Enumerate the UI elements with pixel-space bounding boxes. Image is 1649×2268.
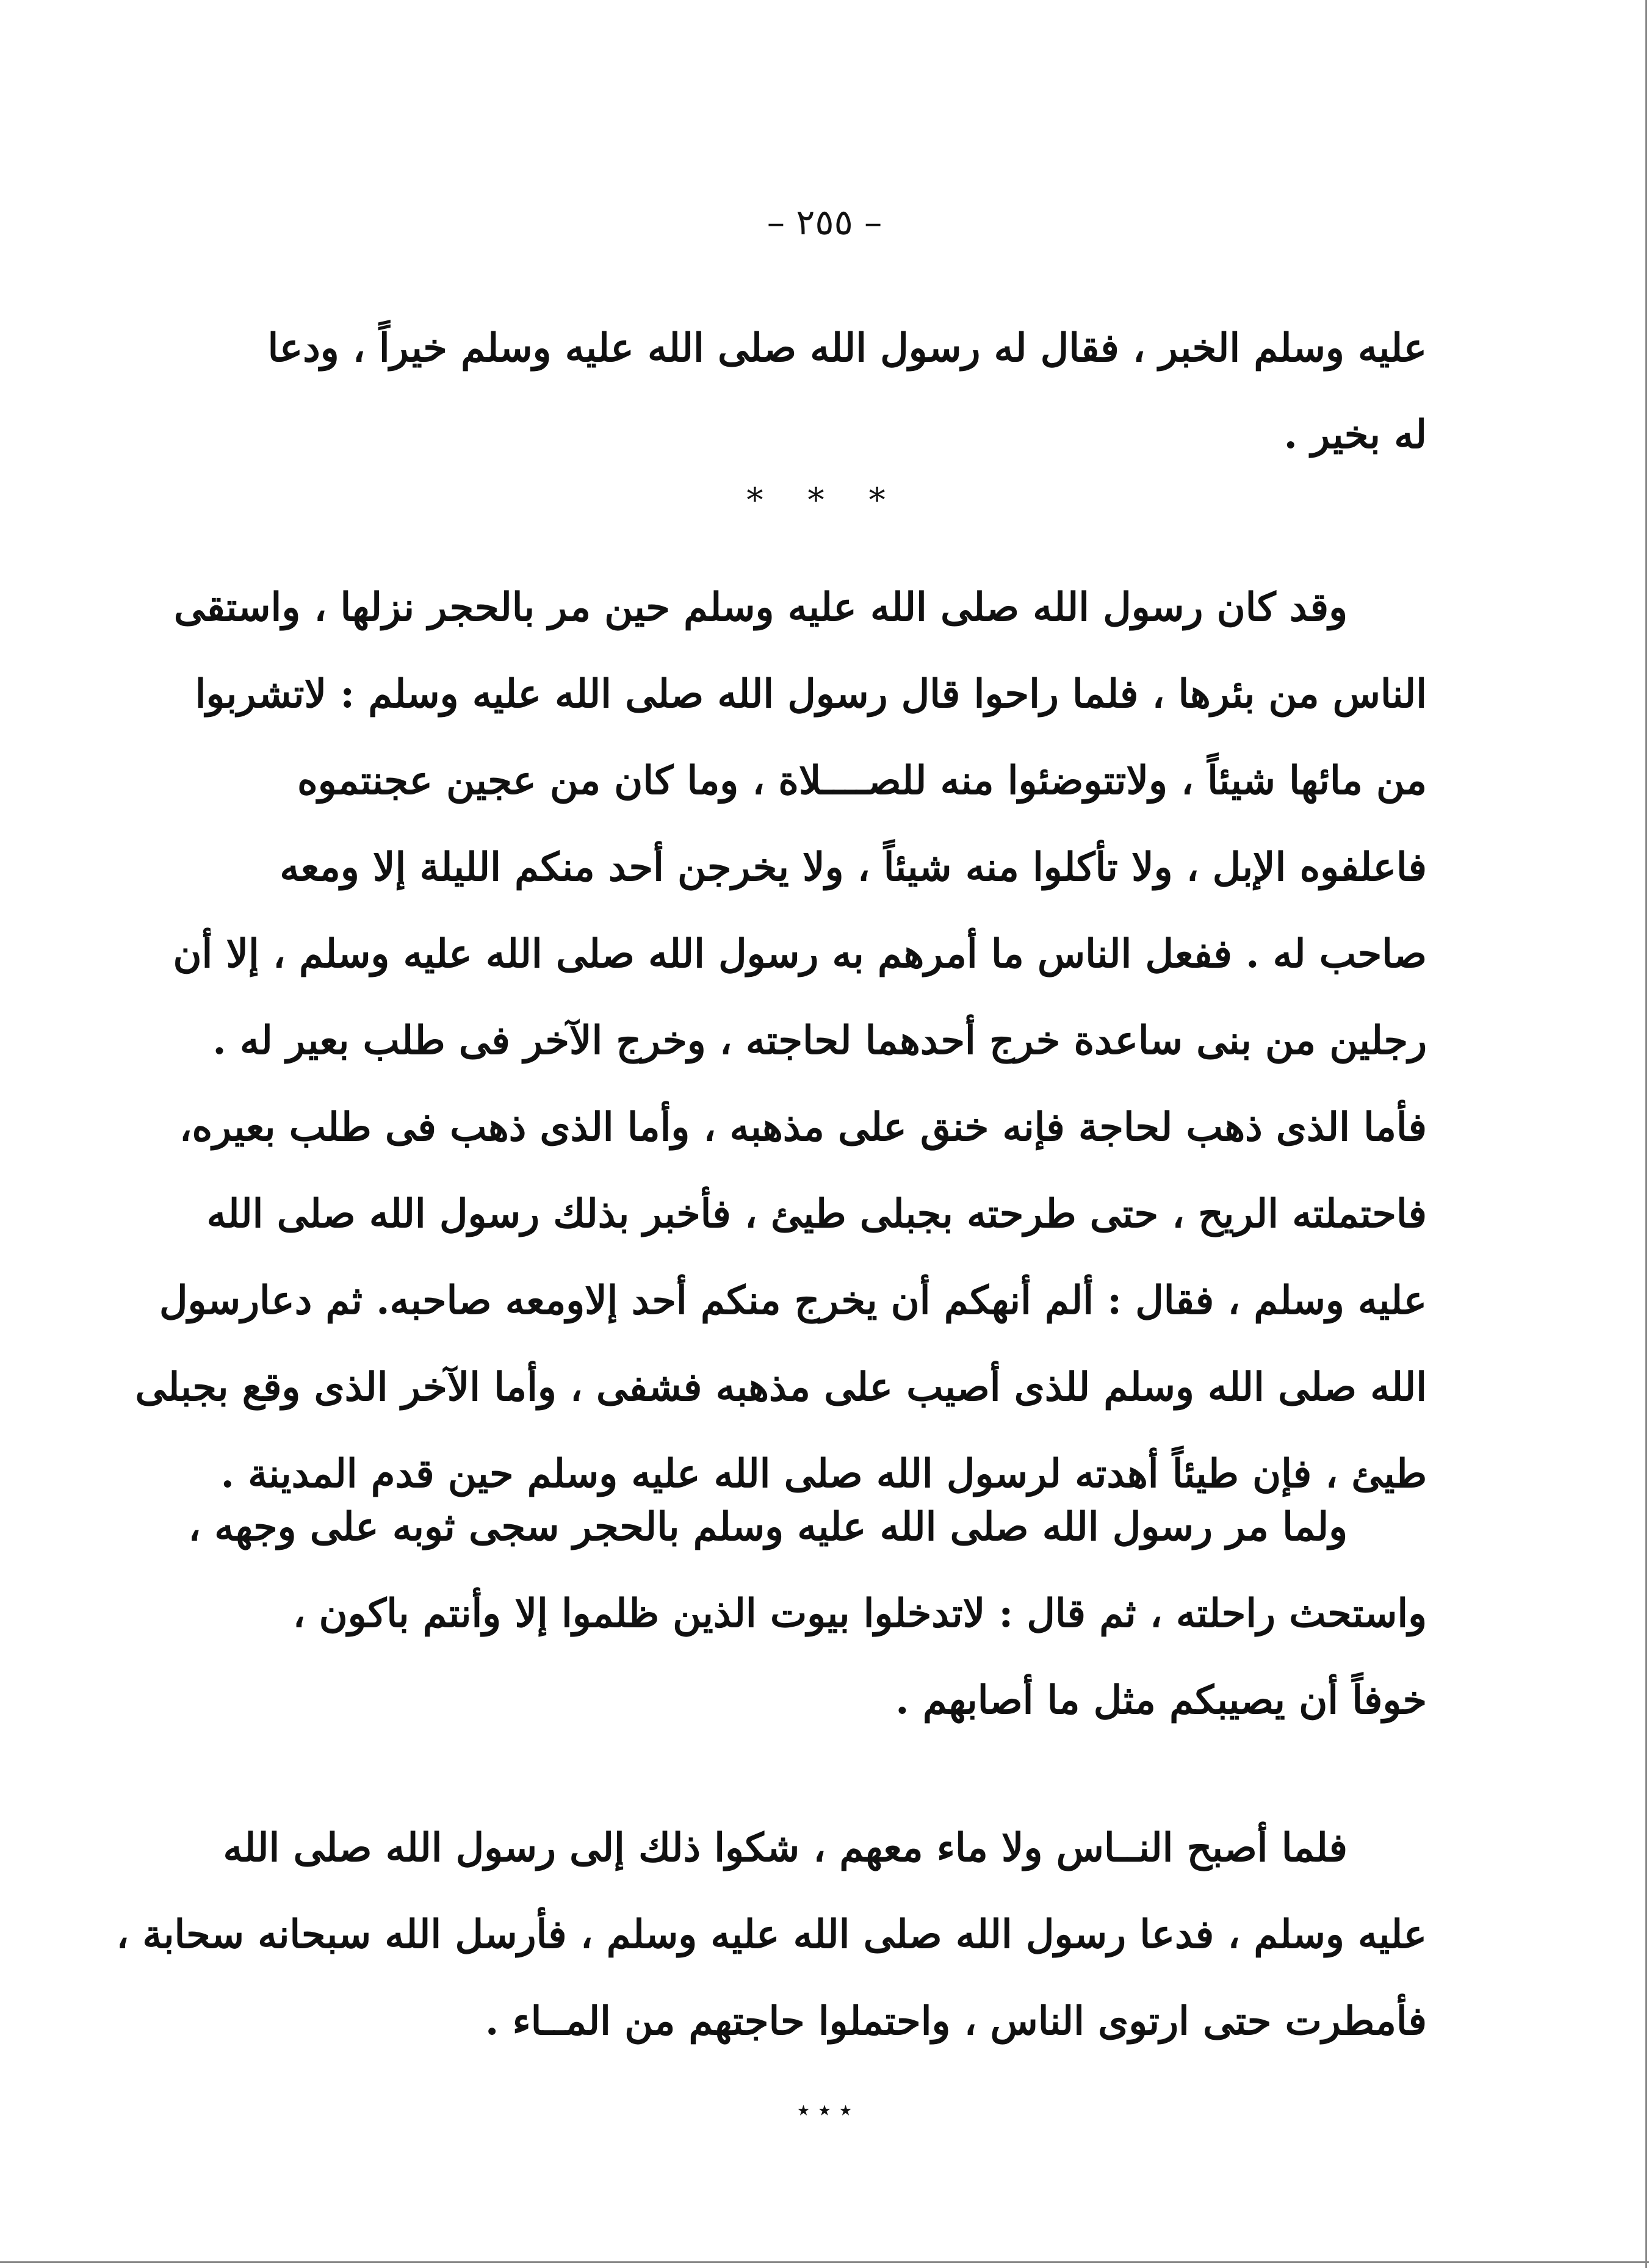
text-line: عليه وسلم الخبر ، فقال له رسول الله صلى الله عليه وسلم خيراً ، ودعا (267, 325, 1427, 371)
scan-edge-right (1645, 0, 1647, 2268)
text-line: ولما مر رسول الله صلى الله عليه وسلم بالحجر سجى ثوبه على وجهه ، (188, 1504, 1348, 1550)
scan-edge-bottom (0, 2261, 1649, 2263)
text-line: واستحث راحلته ، ثم قال : لاتدخلوا بيوت الذين ظلموا إلا وأنتم باكون ، (292, 1591, 1427, 1636)
text-line: رجلين من بنى ساعدة خرج أحدهما لحاجته ، وخرج الآخر فى طلب بعير له . (212, 1018, 1427, 1064)
text-line: فاحتملته الريح ، حتى طرحته بجبلى طيئ ، فأخبر بذلك رسول الله صلى الله (206, 1191, 1427, 1237)
text-line: خوفاً أن يصيبكم مثل ما أصابهم . (895, 1677, 1427, 1723)
text-line: فلما أصبح النــاس ولا ماء معهم ، شكوا ذلك إلى رسول الله صلى الله (223, 1825, 1348, 1871)
page-number: – ٢٥٥ – (767, 201, 882, 243)
paragraph-hijr (135, 564, 1427, 1517)
paragraph-rain (116, 1805, 1427, 2065)
text-line: عليه وسلم ، فدعا رسول الله صلى الله عليه وسلم ، فأرسل الله سبحانه سحابة ، (116, 1912, 1427, 1957)
paragraph-continuation (267, 305, 1427, 478)
text-line: وقد كان رسول الله صلى الله عليه وسلم حين مر بالحجر نزلها ، واستقى (173, 585, 1348, 630)
text-line: الناس من بئرها ، فلما راحوا قال رسول الله صلى الله عليه وسلم : لاتشربوا (195, 671, 1427, 717)
text-line: فاعلفوه الإبل ، ولا تأكلوا منه شيئاً ، ولا يخرجن أحد منكم الليلة إلا ومعه (280, 844, 1427, 890)
text-line: فأما الذى ذهب لحاجة فإنه خنق على مذهبه ، وأما الذى ذهب فى طلب بعيره، (179, 1104, 1427, 1150)
text-line: الله صلى الله وسلم للذى أصيب على مذهبه فشفى ، وأما الآخر الذى وقع بجبلى (135, 1364, 1427, 1410)
text-line: له بخير . (1283, 412, 1427, 458)
text-line: صاحب له . ففعل الناس ما أمرهم به رسول الله صلى الله عليه وسلم ، إلا أن (173, 931, 1427, 977)
section-separator: * * * (746, 481, 903, 519)
paragraph-passing-hijr (188, 1484, 1427, 1744)
text-line: فأمطرت حتى ارتوى الناس ، واحتملوا حاجتهم من المــاء . (485, 1998, 1427, 2044)
section-separator: ٭ ٭ ٭ (796, 2096, 853, 2124)
text-line: من مائها شيئاً ، ولاتتوضئوا منه للصــــلاة ، وما كان من عجين عجنتموه (297, 758, 1427, 804)
text-line: طيئ ، فإن طيئاً أهدته لرسول الله صلى الله عليه وسلم حين قدم المدينة . (220, 1451, 1427, 1497)
text-line: عليه وسلم ، فقال : ألم أنهكم أن يخرج منكم أحد إلاومعه صاحبه. ثم دعارسول (159, 1278, 1427, 1323)
